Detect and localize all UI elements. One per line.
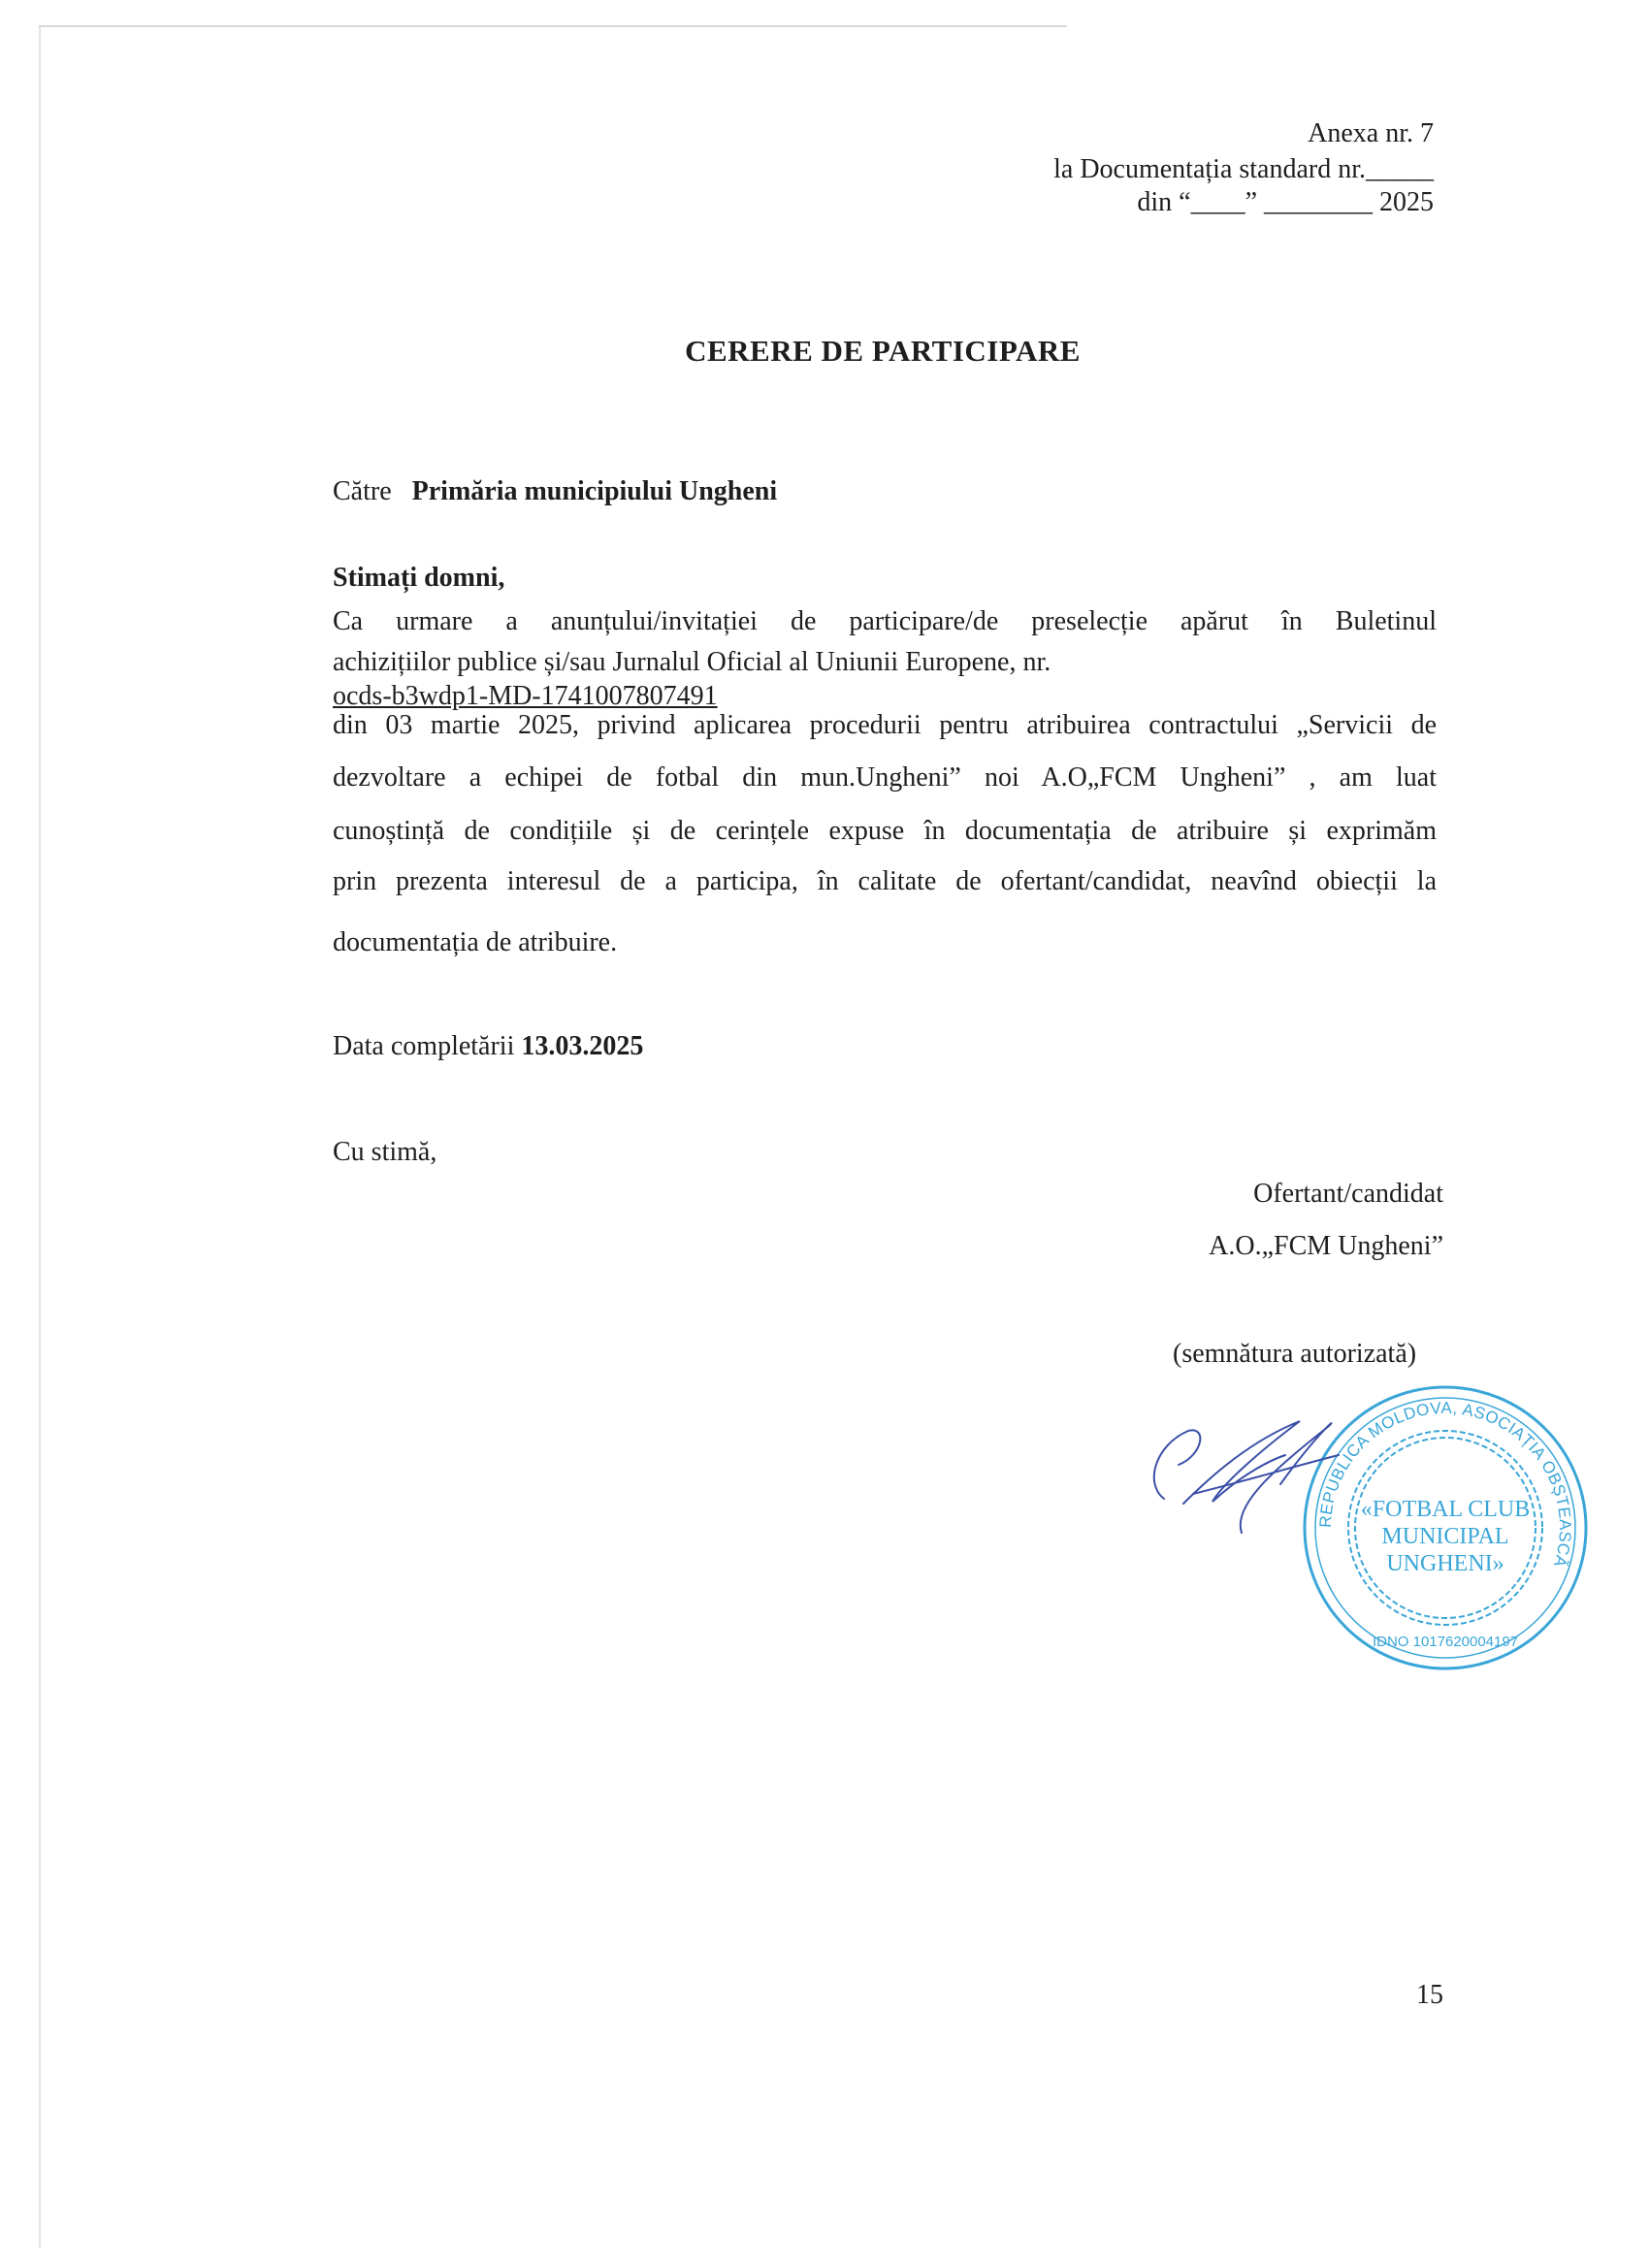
scan-edge-top: [39, 25, 1067, 27]
body-line: prin prezenta interesul de a participa, în calitate de ofertant/candidat, neavînd obiecții la: [333, 866, 1437, 896]
body-line: dezvoltare a echipei de fotbal din mun.Ungheni” noi A.O„FCM Ungheni” , am luat: [333, 762, 1437, 793]
page-title: CERERE DE PARTICIPARE: [685, 334, 1081, 368]
body-line: documentația de atribuire.: [333, 927, 618, 957]
stamp-code: IDNO 1017620004197: [1372, 1634, 1519, 1650]
salutation: Stimați domni,: [333, 563, 505, 593]
stamp-ring-text: REPUBLICA MOLDOVA, ASOCIAȚIA OBȘTEASCĂ: [1315, 1398, 1575, 1570]
body-line: din 03 martie 2025, privind aplicarea procedurii pentru atribuirea contractului „Servicii de: [333, 710, 1437, 740]
recipient: [333, 478, 777, 505]
body-line: Ca urmare a anunțului/invitației de participare/de preselecție apărut în Buletinul: [333, 606, 1437, 636]
signature-label: (semnătura autorizată): [1173, 1339, 1417, 1369]
body-line: cunoștință de condițiile și de cerințele expuse în documentația de atribuire și exprimăm: [333, 816, 1437, 846]
page-number: 15: [1416, 1980, 1443, 2010]
annex-label: Anexa nr. 7: [1308, 118, 1434, 148]
body-line: achizițiilor publice și/sau Jurnalul Oficial al Uniunii Europene, nr.: [333, 647, 1051, 677]
completion-date: [333, 1033, 643, 1060]
procurement-id: ocds-b3wdp1-MD-1741007807491: [333, 681, 718, 711]
closing: Cu stimă,: [333, 1137, 437, 1167]
completion-label: Data completării: [333, 1031, 515, 1061]
stamp-center-line: UNGHENI»: [1386, 1551, 1504, 1576]
stamp-center-line: MUNICIPAL: [1381, 1524, 1509, 1549]
signer-org: A.O.„FCM Ungheni”: [1209, 1231, 1443, 1261]
stamp-center-line: «FOTBAL CLUB: [1360, 1497, 1531, 1522]
signer-role: Ofertant/candidat: [1253, 1179, 1443, 1209]
doc-reference: la Documentația standard nr._____: [1053, 154, 1434, 184]
handwritten-signature: [1135, 1387, 1358, 1542]
recipient-name: Primăria municipiului Ungheni: [411, 476, 778, 506]
completion-value: 13.03.2025: [521, 1031, 644, 1061]
date-reference: din “____” ________ 2025: [1137, 187, 1434, 217]
recipient-prefix: Către: [333, 476, 392, 506]
